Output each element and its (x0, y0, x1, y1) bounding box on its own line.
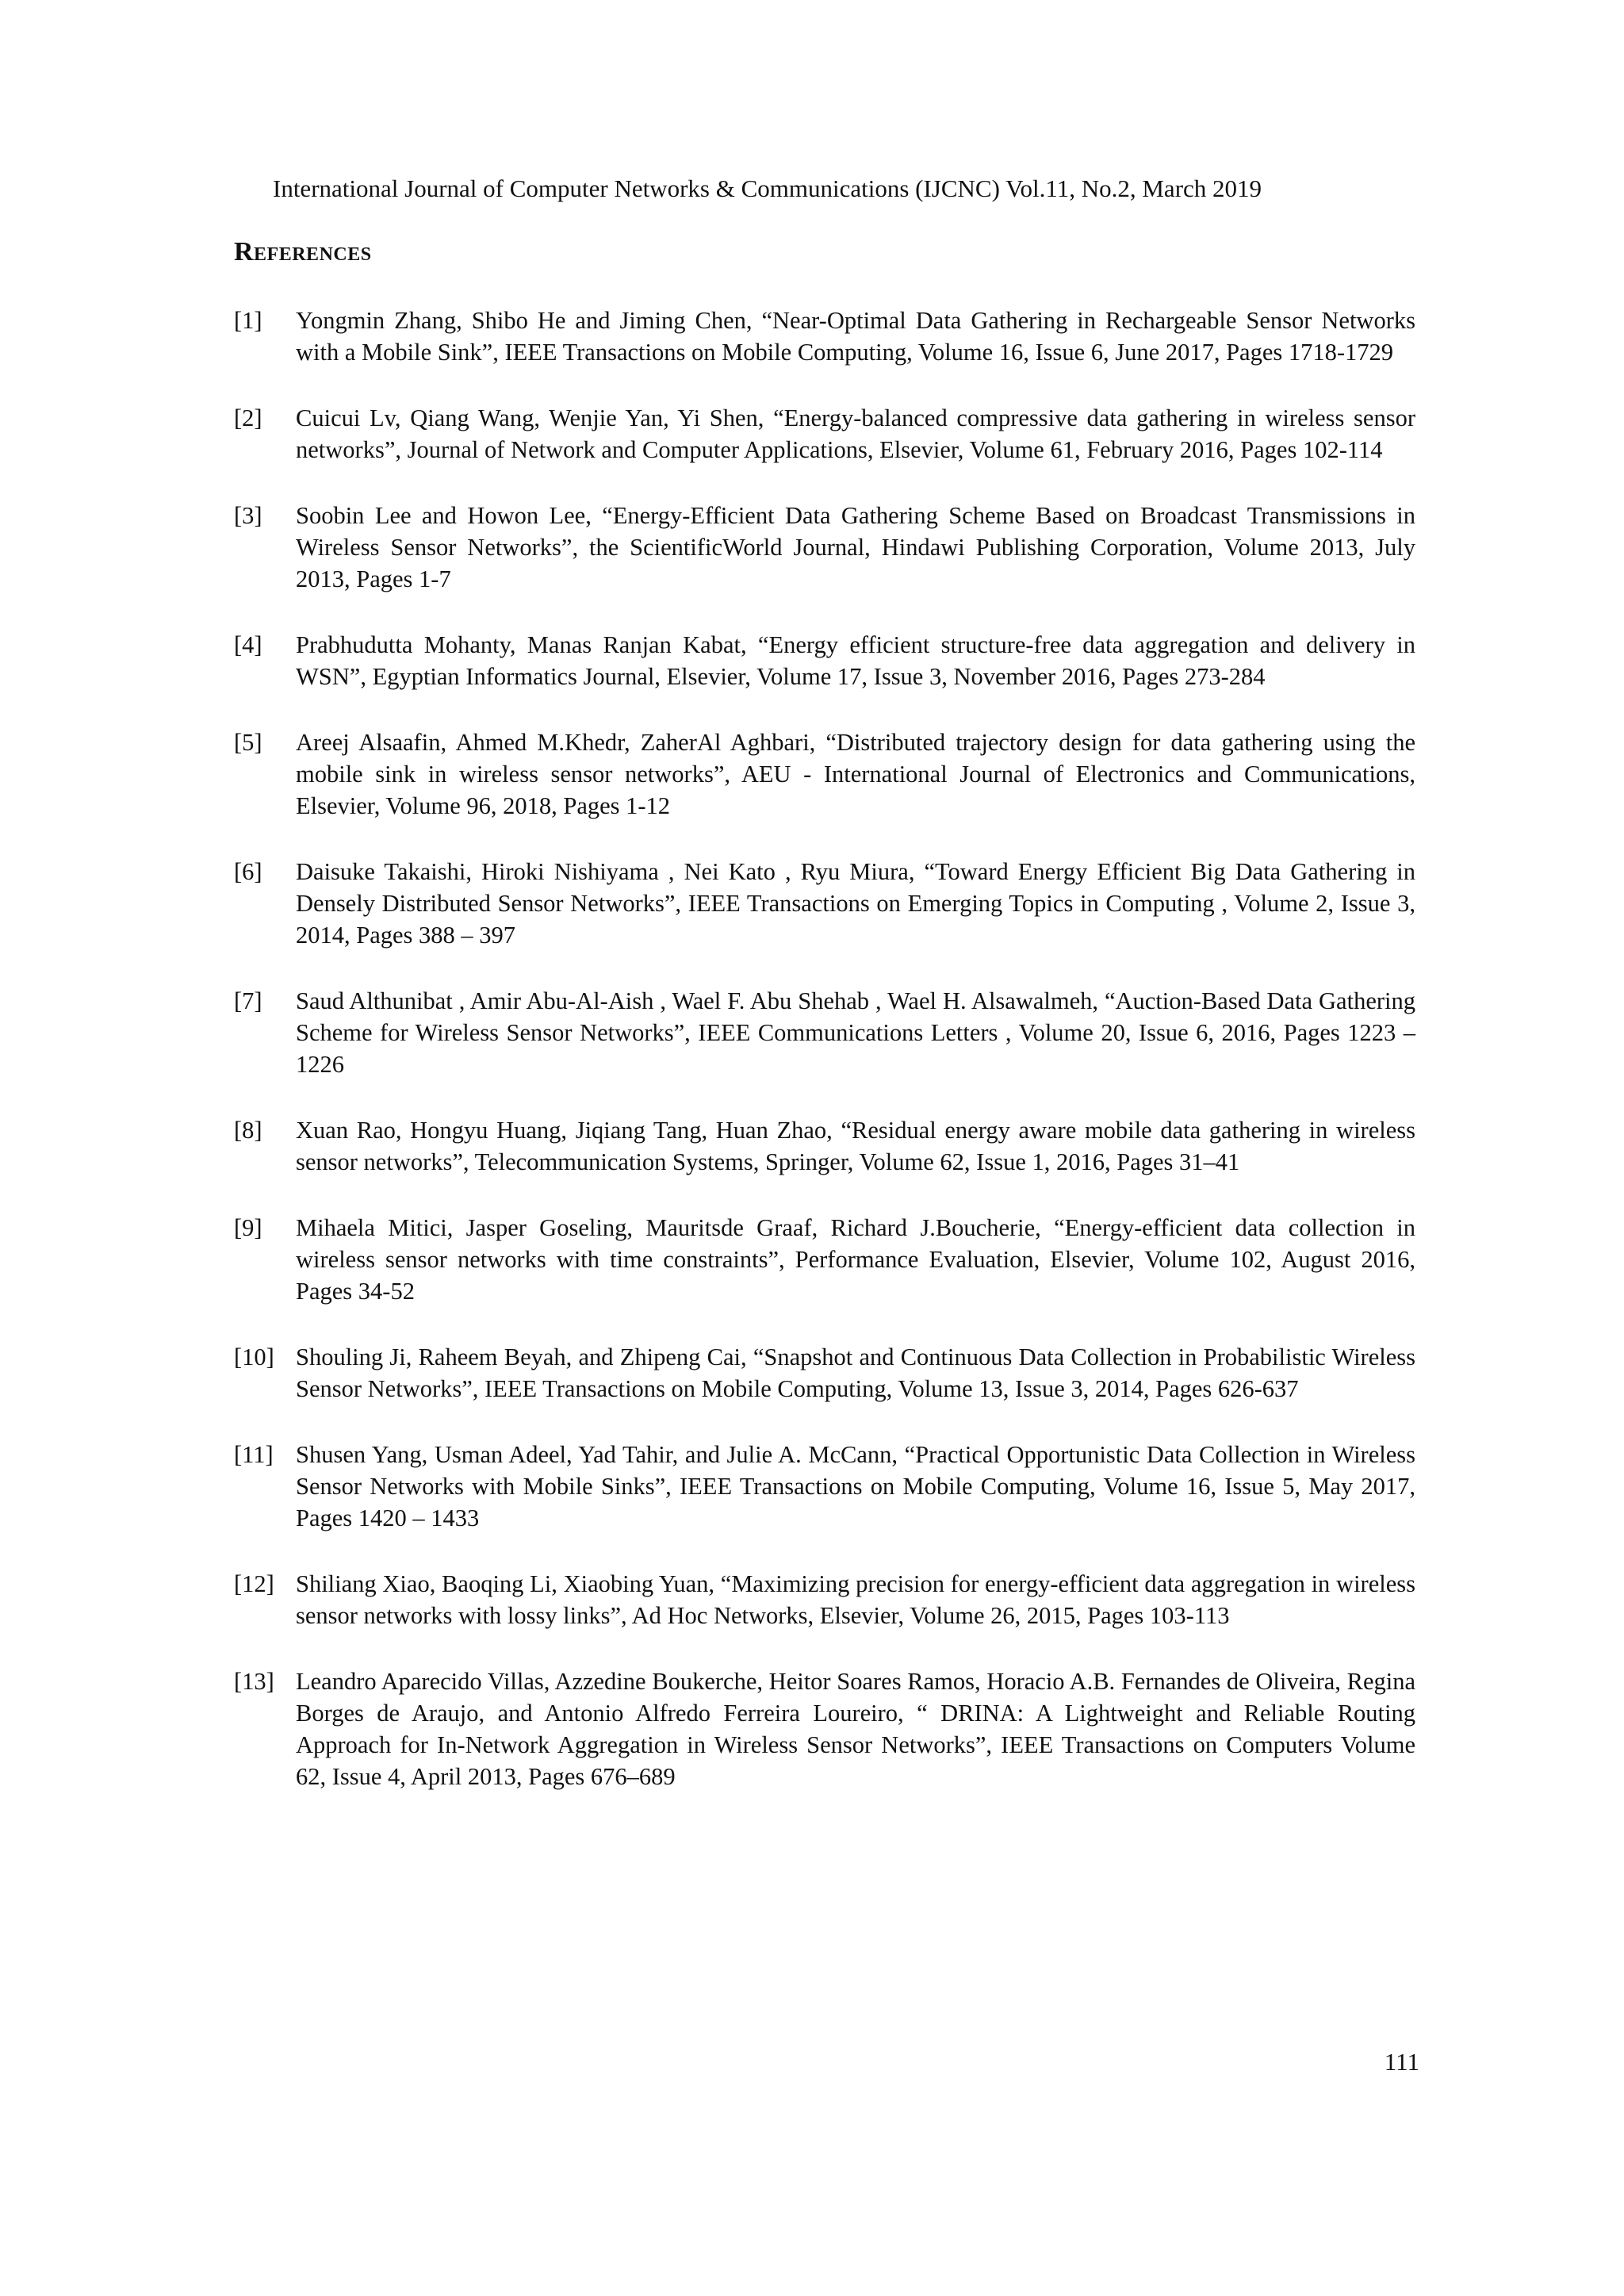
reference-item (234, 985, 1415, 1080)
reference-item (234, 1114, 1415, 1178)
reference-item (234, 1568, 1415, 1631)
reference-number: [4] (234, 631, 262, 658)
reference-number: [11] (234, 1441, 274, 1468)
reference-text: Cuicui Lv, Qiang Wang, Wenjie Yan, Yi Shen, “Energy-balanced compressive data gathering in wireless sensor networks”, Journal of Network and Computer Applications, Elsevier, Volume 61, February 2016, Pages 102-114 (296, 404, 1415, 463)
reference-item (234, 1212, 1415, 1307)
reference-number: [10] (234, 1343, 274, 1370)
reference-item (234, 726, 1415, 822)
reference-item (234, 1665, 1415, 1792)
reference-text: Xuan Rao, Hongyu Huang, Jiqiang Tang, Huan Zhao, “Residual energy aware mobile data gathering in wireless sensor networks”, Telecommunication Systems, Springer, Volume 62, Issue 1, 2016, Pages 31–41 (296, 1117, 1415, 1175)
reference-text: Shouling Ji, Raheem Beyah, and Zhipeng Cai, “Snapshot and Continuous Data Collection in Probabilistic Wireless Sensor Networks”, IEEE Transactions on Mobile Computing, Volume 13, Issue 3, 2014, Pages 626-637 (296, 1343, 1415, 1402)
reference-item (234, 1341, 1415, 1405)
reference-text: Soobin Lee and Howon Lee, “Energy-Efficient Data Gathering Scheme Based on Broadcast Transmissions in Wireless Sensor Networks”, the ScientificWorld Journal, Hindawi Publishing Corporation, Volume 2013, July 2013, Pages 1-7 (296, 502, 1415, 592)
reference-text: Saud Althunibat , Amir Abu-Al-Aish , Wael F. Abu Shehab , Wael H. Alsawalmeh, “Auction-Based Data Gathering Scheme for Wireless Sensor Networks”, IEEE Communications Letters , Volume 20, Issue 6, 2016, Pages 1223 – 1226 (296, 987, 1415, 1078)
reference-number: [6] (234, 858, 262, 885)
reference-text: Mihaela Mitici, Jasper Goseling, Mauritsde Graaf, Richard J.Boucherie, “Energy-efficient data collection in wireless sensor networks with time constraints”, Performance Evaluation, Elsevier, Volume 102, August 2016, Pages 34-52 (296, 1214, 1415, 1305)
reference-text: Areej Alsaafin, Ahmed M.Khedr, ZaherAl Aghbari, “Distributed trajectory design for data gathering using the mobile sink in wireless sensor networks”, AEU - International Journal of Electronics and Communications, Elsevier, Volume 96, 2018, Pages 1-12 (296, 729, 1415, 819)
reference-number: [13] (234, 1668, 274, 1695)
reference-text: Prabhudutta Mohanty, Manas Ranjan Kabat, “Energy efficient structure-free data aggregation and delivery in WSN”, Egyptian Informatics Journal, Elsevier, Volume 17, Issue 3, November 2016, Pages 273-284 (296, 631, 1415, 690)
page-number: 111 (1384, 2048, 1419, 2076)
reference-number: [5] (234, 729, 262, 756)
reference-number: [1] (234, 307, 262, 334)
reference-text: Shusen Yang, Usman Adeel, Yad Tahir, and Julie A. McCann, “Practical Opportunistic Data Collection in Wireless Sensor Networks with Mobile Sinks”, IEEE Transactions on Mobile Computing, Volume 16, Issue 5, May 2017, Pages 1420 – 1433 (296, 1441, 1415, 1531)
reference-list (234, 305, 1415, 1826)
reference-number: [7] (234, 987, 262, 1014)
reference-item (234, 402, 1415, 466)
references-heading: References (234, 237, 372, 266)
reference-text: Shiliang Xiao, Baoqing Li, Xiaobing Yuan, “Maximizing precision for energy-efficient data aggregation in wireless sensor networks with lossy links”, Ad Hoc Networks, Elsevier, Volume 26, 2015, Pages 103-113 (296, 1570, 1415, 1629)
reference-number: [2] (234, 404, 262, 431)
reference-number: [9] (234, 1214, 262, 1241)
reference-item (234, 305, 1415, 368)
reference-number: [3] (234, 502, 262, 529)
reference-text: Leandro Aparecido Villas, Azzedine Boukerche, Heitor Soares Ramos, Horacio A.B. Fernandes de Oliveira, Regina Borges de Araujo, and Antonio Alfredo Ferreira Loureiro, “ DRINA: A Lightweight and Reliable Routing Approach for In-Network Aggregation in Wireless Sensor Networks”, IEEE Transactions on Computers Volume 62, Issue 4, April 2013, Pages 676–689 (296, 1668, 1415, 1790)
reference-item (234, 856, 1415, 951)
running-header: International Journal of Computer Networks & Communications (IJCNC) Vol.11, No.2, March 2019 (273, 174, 1262, 202)
reference-number: [8] (234, 1117, 262, 1144)
reference-text: Yongmin Zhang, Shibo He and Jiming Chen, “Near-Optimal Data Gathering in Rechargeable Sensor Networks with a Mobile Sink”, IEEE Transactions on Mobile Computing, Volume 16, Issue 6, June 2017, Pages 1718-1729 (296, 307, 1415, 366)
reference-item (234, 629, 1415, 692)
reference-item (234, 500, 1415, 595)
reference-text: Daisuke Takaishi, Hiroki Nishiyama , Nei Kato , Ryu Miura, “Toward Energy Efficient Big Data Gathering in Densely Distributed Sensor Networks”, IEEE Transactions on Emerging Topics in Computing , Volume 2, Issue 3, 2014, Pages 388 – 397 (296, 858, 1415, 949)
reference-item (234, 1439, 1415, 1534)
reference-number: [12] (234, 1570, 274, 1597)
